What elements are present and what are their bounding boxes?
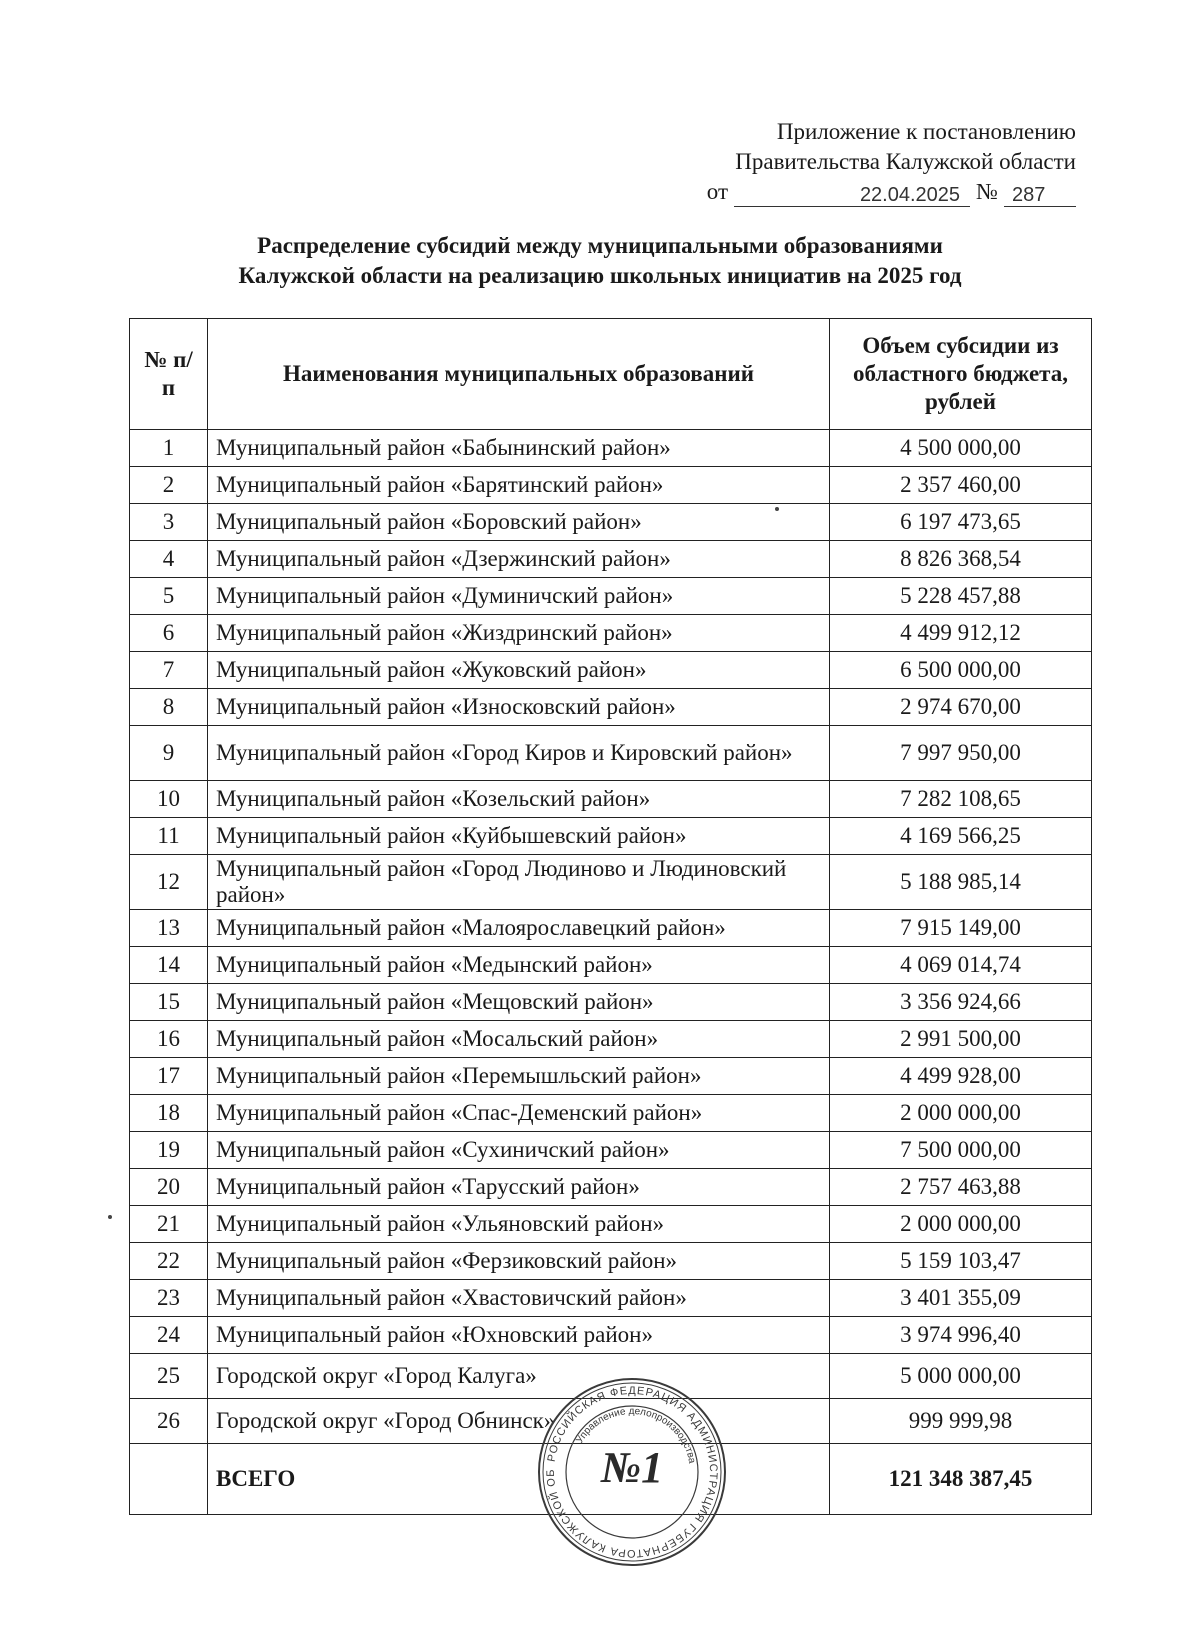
subsidy-table (129, 318, 1092, 1515)
table-row (130, 855, 1092, 910)
table-body (130, 430, 1092, 1515)
row-amount: 4 069 014,74 (830, 947, 1092, 984)
scan-speck (775, 507, 779, 511)
row-number: 15 (130, 984, 208, 1021)
row-amount: 7 282 108,65 (830, 781, 1092, 818)
table-row (130, 541, 1092, 578)
row-number: 3 (130, 504, 208, 541)
header-amount: Объем субсидии из областного бюджета, рублей (830, 319, 1092, 430)
number-label: № (976, 179, 998, 204)
table-header-row (130, 319, 1092, 430)
row-amount: 2 991 500,00 (830, 1021, 1092, 1058)
row-amount: 6 500 000,00 (830, 652, 1092, 689)
row-municipality: Муниципальный район «Мещовский район» (208, 984, 830, 1021)
row-amount: 2 000 000,00 (830, 1206, 1092, 1243)
table-row (130, 1095, 1092, 1132)
row-amount: 5 228 457,88 (830, 578, 1092, 615)
row-municipality: Муниципальный район «Куйбышевский район» (208, 818, 830, 855)
row-amount: 2 757 463,88 (830, 1169, 1092, 1206)
row-number: 10 (130, 781, 208, 818)
seal-number: №1 (600, 1443, 664, 1492)
row-number: 4 (130, 541, 208, 578)
table-row (130, 689, 1092, 726)
row-amount: 4 500 000,00 (830, 430, 1092, 467)
title-line-1: Распределение субсидий между муниципальными образованиями (257, 233, 943, 258)
row-municipality: Городской округ «Город Обнинск» (208, 1399, 830, 1444)
total-empty-cell (130, 1444, 208, 1515)
row-municipality: Муниципальный район «Ферзиковский район» (208, 1243, 830, 1280)
table-row (130, 947, 1092, 984)
row-amount: 8 826 368,54 (830, 541, 1092, 578)
row-municipality: Городской округ «Город Калуга» (208, 1354, 830, 1399)
decree-reference (707, 177, 1076, 207)
appendix-line-2: Правительства Калужской области (735, 149, 1076, 174)
row-number: 2 (130, 467, 208, 504)
table-row (130, 1243, 1092, 1280)
row-number: 23 (130, 1280, 208, 1317)
row-amount: 5 000 000,00 (830, 1354, 1092, 1399)
table-row (130, 467, 1092, 504)
row-municipality: Муниципальный район «Жуковский район» (208, 652, 830, 689)
decree-date: 22.04.2025 (734, 184, 970, 207)
row-municipality: Муниципальный район «Юхновский район» (208, 1317, 830, 1354)
row-amount: 4 499 912,12 (830, 615, 1092, 652)
table-row (130, 1169, 1092, 1206)
table-row (130, 1132, 1092, 1169)
table-row (130, 1280, 1092, 1317)
row-municipality: Муниципальный район «Износковский район» (208, 689, 830, 726)
row-amount: 999 999,98 (830, 1399, 1092, 1444)
from-label: от (706, 179, 729, 204)
appendix-header (707, 117, 1076, 207)
seal-inner-text: Управление делопроизводства (574, 1405, 698, 1465)
total-amount: 121 348 387,45 (830, 1444, 1092, 1515)
table-row (130, 430, 1092, 467)
table-row (130, 984, 1092, 1021)
row-municipality: Муниципальный район «Дзержинский район» (208, 541, 830, 578)
row-municipality: Муниципальный район «Боровский район» (208, 504, 830, 541)
row-amount: 5 188 985,14 (830, 855, 1092, 910)
row-amount: 4 499 928,00 (830, 1058, 1092, 1095)
total-label: ВСЕГО (208, 1444, 830, 1515)
row-number: 19 (130, 1132, 208, 1169)
row-amount: 3 356 924,66 (830, 984, 1092, 1021)
row-municipality: Муниципальный район «Хвастовичский район» (208, 1280, 830, 1317)
row-municipality: Муниципальный район «Сухиничский район» (208, 1132, 830, 1169)
row-amount: 2 974 670,00 (830, 689, 1092, 726)
row-municipality: Муниципальный район «Барятинский район» (208, 467, 830, 504)
row-number: 12 (130, 855, 208, 910)
row-number: 20 (130, 1169, 208, 1206)
row-number: 11 (130, 818, 208, 855)
header-num: № п/п (130, 319, 208, 430)
row-number: 7 (130, 652, 208, 689)
table-row (130, 818, 1092, 855)
row-municipality: Муниципальный район «Бабынинский район» (208, 430, 830, 467)
row-number: 25 (130, 1354, 208, 1399)
row-municipality: Муниципальный район «Жиздринский район» (208, 615, 830, 652)
table-row (130, 726, 1092, 781)
row-municipality: Муниципальный район «Думиничский район» (208, 578, 830, 615)
row-number: 8 (130, 689, 208, 726)
row-municipality: Муниципальный район «Медынский район» (208, 947, 830, 984)
row-number: 18 (130, 1095, 208, 1132)
row-municipality: Муниципальный район «Город Киров и Кировский район» (208, 726, 830, 781)
table-row (130, 781, 1092, 818)
table-row (130, 1021, 1092, 1058)
row-number: 22 (130, 1243, 208, 1280)
table-row (130, 1206, 1092, 1243)
row-number: 16 (130, 1021, 208, 1058)
row-number: 26 (130, 1399, 208, 1444)
row-amount: 7 997 950,00 (830, 726, 1092, 781)
table-row (130, 1317, 1092, 1354)
row-number: 1 (130, 430, 208, 467)
row-amount: 2 357 460,00 (830, 467, 1092, 504)
row-municipality: Муниципальный район «Ульяновский район» (208, 1206, 830, 1243)
scan-speck (108, 1215, 112, 1219)
row-number: 6 (130, 615, 208, 652)
row-municipality: Муниципальный район «Мосальский район» (208, 1021, 830, 1058)
row-number: 24 (130, 1317, 208, 1354)
row-municipality: Муниципальный район «Спас-Деменский район» (208, 1095, 830, 1132)
row-amount: 7 500 000,00 (830, 1132, 1092, 1169)
appendix-line-1: Приложение к постановлению (776, 119, 1076, 144)
document-title (0, 231, 1200, 291)
row-number: 5 (130, 578, 208, 615)
row-number: 9 (130, 726, 208, 781)
table-row (130, 615, 1092, 652)
table-row (130, 578, 1092, 615)
row-number: 13 (130, 910, 208, 947)
official-seal (536, 1376, 728, 1568)
row-municipality: Муниципальный район «Тарусский район» (208, 1169, 830, 1206)
table-row (130, 652, 1092, 689)
row-municipality: Муниципальный район «Перемышльский район» (208, 1058, 830, 1095)
row-number: 17 (130, 1058, 208, 1095)
seal-outer-text: РОССИЙСКАЯ ФЕДЕРАЦИЯ АДМИНИСТРАЦИЯ ГУБЕРНАТОРА КАЛУЖСКОЙ ОБ (544, 1384, 720, 1560)
row-amount: 5 159 103,47 (830, 1243, 1092, 1280)
row-number: 21 (130, 1206, 208, 1243)
row-amount: 3 401 355,09 (830, 1280, 1092, 1317)
row-amount: 3 974 996,40 (830, 1317, 1092, 1354)
header-name: Наименования муниципальных образований (208, 319, 830, 430)
row-amount: 4 169 566,25 (830, 818, 1092, 855)
row-municipality: Муниципальный район «Козельский район» (208, 781, 830, 818)
title-line-2: Калужской области на реализацию школьных инициатив на 2025 год (238, 263, 962, 288)
row-amount: 7 915 149,00 (830, 910, 1092, 947)
row-number: 14 (130, 947, 208, 984)
decree-number: 287 (1004, 184, 1076, 207)
table-row (130, 1058, 1092, 1095)
row-amount: 2 000 000,00 (830, 1095, 1092, 1132)
table-row (130, 910, 1092, 947)
table-row (130, 504, 1092, 541)
row-amount: 6 197 473,65 (830, 504, 1092, 541)
row-municipality: Муниципальный район «Малоярославецкий район» (208, 910, 830, 947)
row-municipality: Муниципальный район «Город Людиново и Людиновский район» (208, 855, 830, 910)
